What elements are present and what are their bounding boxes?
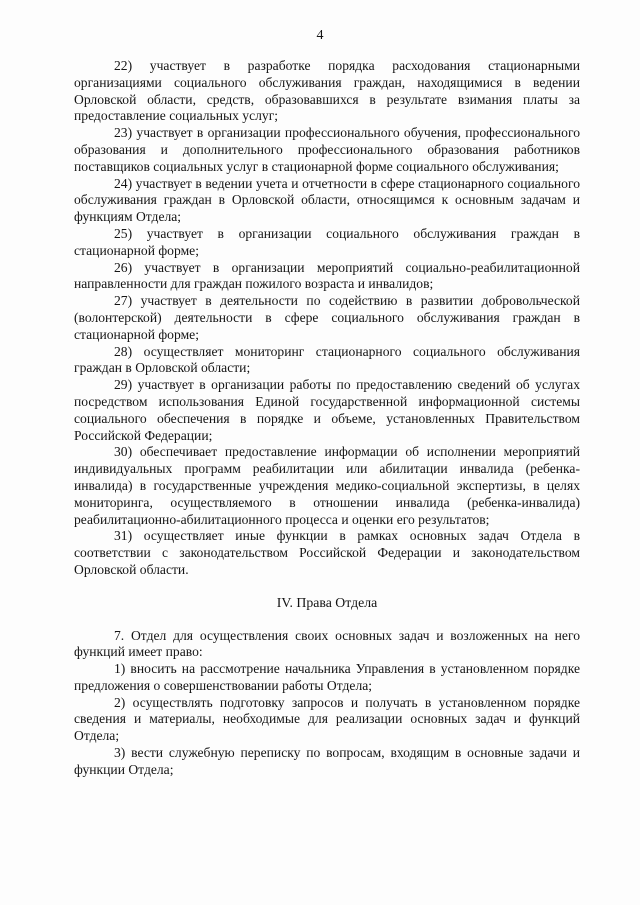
rights-item-3: 3) вести служебную переписку по вопросам, входящим в основные задачи и функции Отдела; xyxy=(74,745,580,777)
list-item-24: 24) участвует в ведении учета и отчетности в сфере стационарного социального обслуживания граждан в Орловской области, относящимся к основным задачам и функциям Отдела; xyxy=(74,175,580,225)
list-item-31: 31) осуществляет иные функции в рамках основных задач Отдела в соответствии с законодательством Российской Федерации и законодательством Орловской области. xyxy=(74,528,580,577)
list-item-28: 28) осуществляет мониторинг стационарного социального обслуживания граждан в Орловской области; xyxy=(74,343,580,376)
clause-7: 7. Отдел для осуществления своих основных задач и возложенных на него функций имеет право: xyxy=(74,627,580,660)
list-item-25: 25) участвует в организации социального обслуживания граждан в стационарной форме; xyxy=(74,225,580,258)
document-body xyxy=(74,58,580,779)
list-item-22: 22) участвует в разработке порядка расходования стационарными организациями социального обслуживания граждан, находящимися в ведении Орловской области, средств, образовавшихся в результате взимания платы за предоставление социальных услуг; xyxy=(74,58,580,124)
list-item-23: 23) участвует в организации профессионального обучения, профессионального образования и дополнительного профессионального образования работников поставщиков социальных услуг в стационарной форме социального обслуживания; xyxy=(74,125,580,174)
list-item-30: 30) обеспечивает предоставление информации об исполнении мероприятий индивидуальных программ реабилитации или абилитации инвалида (ребенка-инвалида) в государственные учреждения медико-социальной экспертизы, в целях мониторинга, осуществляемого в отношении инвалида (ребенка-инвалида) реабилитационно-абилитационного процесса и оценки его результатов; xyxy=(74,444,580,527)
list-item-29: 29) участвует в организации работы по предоставлению сведений об услугах посредством использования Единой государственной информационной системы социального обеспечения в порядке и объеме, установленных Правительством Российской Федерации; xyxy=(74,377,580,443)
list-item-27: 27) участвует в деятельности по содействию в развитии добровольческой (волонтерской) деятельности в сфере социального обслуживания граждан в стационарной форме; xyxy=(74,293,580,342)
list-item-26: 26) участвует в организации мероприятий социально-реабилитационной направленности для граждан пожилого возраста и инвалидов; xyxy=(74,259,580,292)
section-heading: IV. Права Отдела xyxy=(276,594,378,610)
rights-item-1: 1) вносить на рассмотрение начальника Управления в установленном порядке предложения о совершенствовании работы Отдела; xyxy=(74,661,580,693)
page-number: 4 xyxy=(316,28,324,43)
rights-item-2: 2) осуществлять подготовку запросов и получать в установленном порядке сведения и материалы, необходимые для реализации основных задач и функций Отдела; xyxy=(74,694,580,744)
